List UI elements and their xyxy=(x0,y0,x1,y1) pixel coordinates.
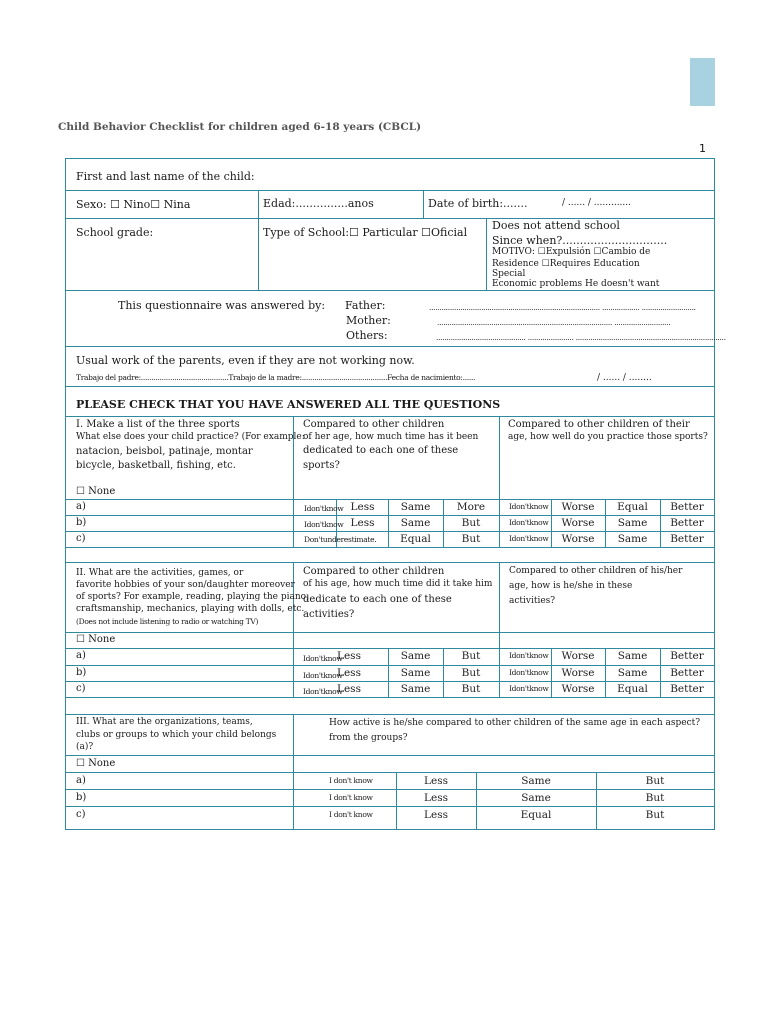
sex-field: Sexo: ☐ Nino☐ Nina xyxy=(76,198,191,211)
residence-label: Residence ☐Requires Education xyxy=(492,259,640,269)
dont-know-option[interactable]: Idon'tknow xyxy=(303,687,343,696)
row-label: b) xyxy=(76,792,87,803)
s3-col2-line2: from the groups? xyxy=(329,733,408,743)
s1-col3-line1: Compared to other children of their xyxy=(508,419,690,430)
s2-hline-b xyxy=(65,665,715,666)
same-option[interactable]: Same xyxy=(400,650,431,662)
but-option[interactable]: But xyxy=(461,667,481,679)
equal-option[interactable]: Equal xyxy=(617,501,648,513)
s1-col2-line4: sports? xyxy=(303,460,340,471)
since-when-label: Since when?.............................. xyxy=(492,234,668,247)
less-option[interactable]: Less xyxy=(337,667,361,679)
dont-know-option[interactable]: Idon'tknow xyxy=(509,668,549,677)
same-option[interactable]: Same xyxy=(617,650,648,662)
better-option[interactable]: Better xyxy=(670,650,704,662)
s2-question-line3: of sports? For example, reading, playing the piano, xyxy=(76,592,309,602)
border-right xyxy=(714,158,715,830)
border-bottom xyxy=(65,829,715,830)
less-option[interactable]: Less xyxy=(424,809,448,821)
row-label: a) xyxy=(76,501,86,512)
dont-know-option[interactable]: I don't know xyxy=(329,776,373,785)
dob-label: Date of birth:....... xyxy=(428,197,528,210)
vline-hdr-1 xyxy=(258,190,259,290)
same-option[interactable]: Same xyxy=(617,667,648,679)
row-label: b) xyxy=(76,517,87,528)
worse-option[interactable]: Worse xyxy=(561,517,595,529)
but-option[interactable]: But xyxy=(645,809,665,821)
page-number: 1 xyxy=(699,142,706,155)
same-option[interactable]: Same xyxy=(617,533,648,545)
better-option[interactable]: Better xyxy=(670,501,704,513)
dont-know-option[interactable]: I don't know xyxy=(329,810,373,819)
but-option[interactable]: But xyxy=(461,517,481,529)
others-dotted-line: ........................................... ...................... ........................................................................ xyxy=(436,333,726,342)
same-option[interactable]: Same xyxy=(400,667,431,679)
row-label: a) xyxy=(76,650,86,661)
more-option[interactable]: More xyxy=(456,501,486,513)
worse-option[interactable]: Worse xyxy=(561,667,595,679)
s2-hline-end xyxy=(65,697,715,698)
row-label: b) xyxy=(76,667,87,678)
dont-know-option[interactable]: Idon'tknow xyxy=(304,520,344,529)
equal-option[interactable]: Equal xyxy=(520,809,552,821)
same-option[interactable]: Same xyxy=(521,775,551,787)
work-line: Trabajo del padre:..........................................Trabajo de la madre:.........................................Fecha de nacimiento:...... xyxy=(76,373,476,382)
dont-know-option[interactable]: Idon'tknow xyxy=(303,654,343,663)
dont-know-option[interactable]: I don't know xyxy=(329,793,373,802)
usual-work-label: Usual work of the parents, even if they are not working now. xyxy=(76,354,415,367)
row-label: a) xyxy=(76,775,86,786)
s2-question-line4: craftsmanship, mechanics, playing with dolls, etc. xyxy=(76,604,305,614)
s1-hline-a xyxy=(65,499,715,500)
s2-col3-line3: activities? xyxy=(509,596,556,606)
s3-hline-none xyxy=(65,755,715,756)
less-option[interactable]: Less xyxy=(424,792,448,804)
better-option[interactable]: Better xyxy=(670,667,704,679)
equal-option[interactable]: Equal xyxy=(400,533,431,545)
mother-dotted-line: .................................................................................... ........................... xyxy=(437,318,671,327)
document-title: Child Behavior Checklist for children aged 6-18 years (CBCL) xyxy=(58,121,422,133)
less-option[interactable]: Less xyxy=(337,683,361,695)
worse-option[interactable]: Worse xyxy=(561,683,595,695)
worse-option[interactable]: Worse xyxy=(561,501,595,513)
cbcl-form xyxy=(65,158,726,830)
s3-hline-b xyxy=(65,789,715,790)
same-option[interactable]: Same xyxy=(400,517,431,529)
s2-hline-top xyxy=(65,562,715,563)
vline-hdr-3 xyxy=(486,218,487,290)
s1-none-checkbox[interactable]: ☐ None xyxy=(76,486,116,497)
answered-by-label: This questionnaire was answered by: xyxy=(118,299,326,312)
row-label: c) xyxy=(76,533,86,544)
better-option[interactable]: Better xyxy=(670,533,704,545)
worse-option[interactable]: Worse xyxy=(561,533,595,545)
dont-know-option[interactable]: Idon'tknow xyxy=(509,534,549,543)
age-field: Edad:...............anos xyxy=(263,197,374,210)
s2-col2-line3: dedicate to each one of these xyxy=(303,594,452,605)
s1-hline-c xyxy=(65,531,715,532)
s2-hline-a xyxy=(65,648,715,649)
better-option[interactable]: Better xyxy=(670,517,704,529)
but-option[interactable]: But xyxy=(461,533,481,545)
border-left xyxy=(65,158,66,830)
row-label: c) xyxy=(76,809,86,820)
s1-vline-col3 xyxy=(499,416,500,548)
s3-hline-top xyxy=(65,714,715,715)
s2-question-line2: favorite hobbies of your son/daughter moreover xyxy=(76,580,295,590)
father-label: Father: xyxy=(345,299,386,312)
dont-know-option[interactable]: Idon'tknow xyxy=(509,651,549,660)
dont-know-option[interactable]: Idon'tknow xyxy=(509,518,549,527)
s2-col2-line1: Compared to other children xyxy=(303,566,445,577)
s1-col2-line1: Compared to other children xyxy=(303,419,445,430)
but-option[interactable]: But xyxy=(645,775,665,787)
dob-separators: / ...... / ............. xyxy=(562,198,632,208)
dont-know-option[interactable]: Don'tunderestimate. xyxy=(304,535,377,544)
s1-hline-end xyxy=(65,547,715,548)
s3-none-checkbox[interactable]: ☐ None xyxy=(76,758,116,769)
s1-col2-line3: dedicated to each one of these xyxy=(303,445,459,456)
but-option[interactable]: But xyxy=(461,650,481,662)
s3-hline-a xyxy=(65,772,715,773)
s2-question-line5: (Does not include listening to radio or watching TV) xyxy=(76,617,259,626)
s2-col3-line1: Compared to other children of his/her xyxy=(509,566,683,576)
economic-label: Economic problems He doesn't want xyxy=(492,279,660,289)
child-name-label: First and last name of the child: xyxy=(76,170,255,183)
s3-question-line3: (a)? xyxy=(76,742,94,752)
s2-hline-c xyxy=(65,681,715,682)
hline-name xyxy=(65,190,715,191)
corner-tab-marker xyxy=(690,58,715,106)
dont-know-option[interactable]: Idon'tknow xyxy=(509,684,549,693)
s1-question-line4: bicycle, basketball, fishing, etc. xyxy=(76,460,236,471)
work-date: / ...... / ........ xyxy=(597,373,652,383)
s1-col2-line2: of her age, how much time has it been xyxy=(303,432,479,442)
s1-question-line3: natacion, beisbol, patinaje, montar xyxy=(76,446,253,457)
row-label: c) xyxy=(76,683,86,694)
s1-question-line2: What else does your child practice? (For example: xyxy=(76,432,305,442)
worse-option[interactable]: Worse xyxy=(561,650,595,662)
same-option[interactable]: Same xyxy=(400,501,431,513)
but-option[interactable]: But xyxy=(645,792,665,804)
dont-know-option[interactable]: Idon'tknow xyxy=(303,671,343,680)
less-option[interactable]: Less xyxy=(337,650,361,662)
school-type-field: Type of School:☐ Particular ☐Oficial xyxy=(263,226,468,239)
less-option[interactable]: Less xyxy=(350,517,375,529)
vline-hdr-2 xyxy=(423,190,424,218)
s3-question-line2: clubs or groups to which your child belongs xyxy=(76,730,277,740)
s1-question-line1: I. Make a list of the three sports xyxy=(76,419,240,430)
s2-vline-col3 xyxy=(499,562,500,698)
less-option[interactable]: Less xyxy=(424,775,448,787)
mother-label: Mother: xyxy=(346,314,391,327)
father-dotted-line: .................................................................................. .................. .......................... xyxy=(429,303,696,312)
hline-work xyxy=(65,386,715,387)
dont-know-option[interactable]: Idon'tknow xyxy=(509,502,549,511)
s1-hline-b xyxy=(65,515,715,516)
motivo-label: MOTIVO: ☐Expulsión ☐Cambio de xyxy=(492,247,651,257)
school-grade-label: School grade: xyxy=(76,226,154,239)
s2-col2-line2: of his age, how much time did it take him xyxy=(303,579,493,589)
dont-know-option[interactable]: Idon'tknow xyxy=(304,504,344,513)
not-attend-label: Does not attend school xyxy=(492,219,620,232)
check-title: PLEASE CHECK THAT YOU HAVE ANSWERED ALL THE QUESTIONS xyxy=(76,398,501,411)
same-option[interactable]: Same xyxy=(400,683,431,695)
equal-option[interactable]: Equal xyxy=(617,683,648,695)
hline-answered xyxy=(65,346,715,347)
special-label: Special xyxy=(492,269,526,279)
s2-none-checkbox[interactable]: ☐ None xyxy=(76,634,116,645)
others-label: Others: xyxy=(346,329,388,342)
same-option[interactable]: Same xyxy=(521,792,551,804)
hline-check xyxy=(65,416,715,417)
s2-col3-line2: age, how is he/she in these xyxy=(509,581,633,591)
border-top xyxy=(65,158,715,159)
s1-col3-line2: age, how well do you practice those sports? xyxy=(508,432,708,442)
but-option[interactable]: But xyxy=(461,683,481,695)
better-option[interactable]: Better xyxy=(670,683,704,695)
s2-question-line1: II. What are the activities, games, or xyxy=(76,568,244,578)
s3-question-line1: III. What are the organizations, teams, xyxy=(76,717,253,727)
less-option[interactable]: Less xyxy=(350,501,375,513)
same-option[interactable]: Same xyxy=(617,517,648,529)
s2-hline-none xyxy=(65,632,715,633)
s3-col2-line1: How active is he/she compared to other children of the same age in each aspect? xyxy=(329,718,701,728)
hline-grade xyxy=(65,290,715,291)
s3-hline-c xyxy=(65,806,715,807)
s2-col2-line4: activities? xyxy=(303,609,355,620)
